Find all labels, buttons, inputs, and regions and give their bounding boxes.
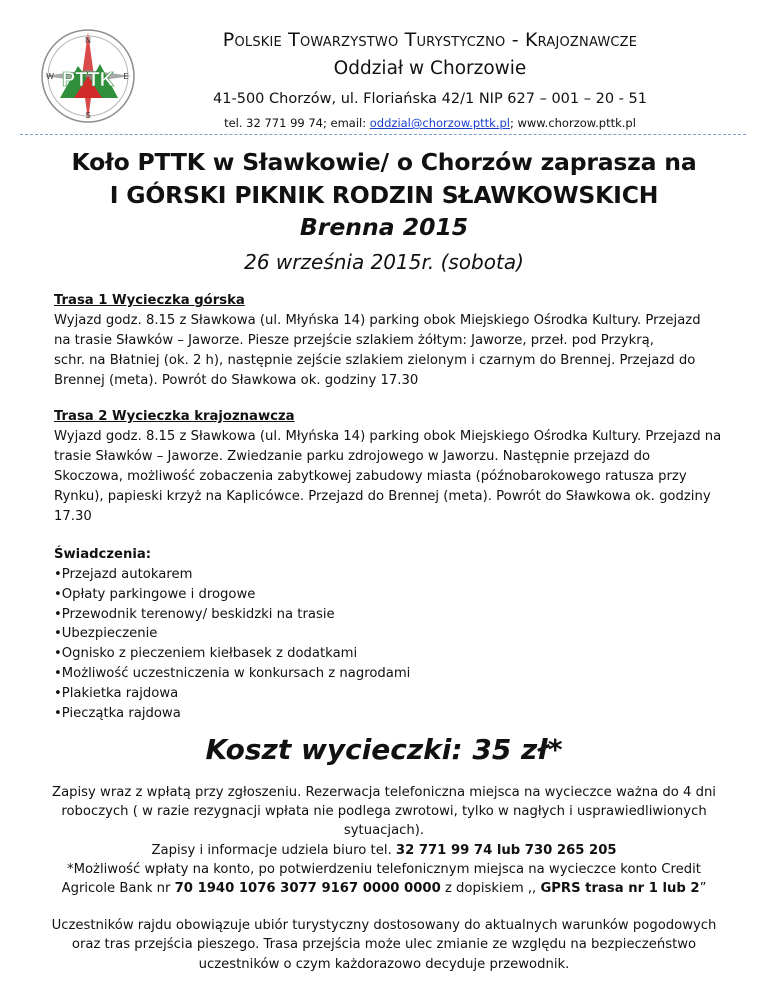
footer-p4-line-1: Uczestników rajdu obowiązuje ubiór turystyczny dostosowany do aktualnych warunków pogodowych: [51, 918, 717, 934]
compass-e: E: [123, 72, 129, 81]
footer-p1-line-2: roboczych ( w razie rezygnacji wpłata nie podlega zwrotowi, tylko w nagłych i usprawiedliwionych: [61, 804, 707, 820]
list-item: •Ognisko z pieczeniem kiełbasek z dodatkami: [54, 646, 358, 662]
title-line-2: I GÓRSKI PIKNIK RODZIN SŁAWKOWSKICH: [109, 181, 659, 209]
contact-suffix: ; www.chorzow.pttk.pl: [509, 116, 636, 130]
address: 41-500 Chorzów, ul. Floriańska 42/1 NIP 627 – 001 – 20 - 51: [213, 91, 647, 107]
pttk-logo: [38, 26, 138, 126]
route-2: [54, 407, 746, 527]
title-block: [0, 146, 768, 276]
route-1: [54, 291, 746, 391]
footer-p3-suffix: ”: [699, 881, 707, 897]
header-divider: [20, 134, 746, 135]
footer-p3-line-1: *Możliwość wpłaty na konto, po potwierdzeniu telefonicznym miejsca na wycieczce konto Credit: [67, 861, 701, 877]
footer-phones: 32 771 99 74 lub 730 265 205: [395, 842, 617, 858]
route-1-title: Trasa 1 Wycieczka górska: [54, 293, 245, 308]
list-item: •Przewodnik terenowy/ beskidzki na trasie: [54, 606, 335, 622]
route-2-line-2: trasie Sławków – Jaworze. Zwiedzanie parku zdrojowego w Jaworzu. Następnie przejazd do: [54, 449, 651, 464]
footer-p4-line-3: uczestników o czym każdorazowo decyduje przewodnik.: [198, 956, 570, 972]
contact-line: [150, 114, 710, 132]
route-1-line-2: na trasie Sławków – Jaworze. Piesze przejście szlakiem żółtym: Jaworze, przeł. pod Przykrą,: [54, 333, 654, 348]
trip-price: Koszt wycieczki: 35 zł*: [205, 733, 563, 766]
org-header: [150, 28, 710, 132]
footer-p3-mid: z dopiskiem ,,: [440, 881, 541, 897]
route-1-line-1: Wyjazd godz. 8.15 z Sławkowa (ul. Młyńska 14) parking obok Miejskiego Ośrodka Kultury. Przejazd: [54, 313, 701, 328]
footer-p1-line-1: Zapisy wraz z wpłatą przy zgłoszeniu. Rezerwacja telefoniczna miejsca na wycieczce ważna do 4 dni: [52, 785, 716, 800]
list-item: •Opłaty parkingowe i drogowe: [54, 586, 256, 602]
route-2-line-1: Wyjazd godz. 8.15 z Sławkowa (ul. Młyńska 14) parking obok Miejskiego Ośrodka Kultury. Przejazd na: [54, 429, 722, 444]
benefits-list: [54, 565, 746, 723]
footer-p1-line-3: sytuacjach).: [343, 823, 425, 839]
title-line-3: Brenna 2015: [299, 213, 469, 241]
bank-account: 70 1940 1076 3077 9167 0000 0000: [174, 881, 441, 897]
route-2-line-3: Skoczowa, możliwość zobaczenia zabytkowej zabudowy miasta (późnobarokowego ratusza przy: [54, 469, 687, 484]
compass-n: N: [85, 36, 91, 45]
list-item: •Ubezpieczenie: [54, 626, 158, 642]
spacer: [22, 898, 746, 916]
contact-prefix: tel. 32 771 99 74; email:: [224, 116, 370, 130]
list-item: •Możliwość uczestniczenia w konkursach z nagrodami: [54, 665, 411, 681]
list-item: •Plakietka rajdowa: [54, 685, 179, 701]
event-date: 26 września 2015r. (sobota): [244, 250, 524, 274]
logo-text: PTTK: [61, 69, 115, 91]
benefits: [54, 545, 746, 723]
org-name: Polskie Towarzystwo Turystyczno - Krajoznawcze: [222, 29, 638, 51]
footer-p3-line-2: [22, 879, 746, 898]
route-2-title: Trasa 2 Wycieczka krajoznawcza: [54, 409, 295, 424]
list-item: •Przejazd autokarem: [54, 567, 193, 582]
route-2-line-4: Rynku), papieski krzyż na Kaplicówce. Przejazd do Brennej (meta). Powrót do Sławkowa ok. godziny: [54, 489, 711, 504]
footer-info: [22, 783, 746, 974]
route-1-line-3: schr. na Błatniej (ok. 2 h), następnie zejście szlakiem zielonym i czarnym do Brennej. Przejazd do: [54, 353, 696, 368]
footer-p2-prefix: Zapisy i informacje udziela biuro tel.: [151, 842, 396, 858]
route-1-line-4: Brennej (meta). Powrót do Sławkowa ok. godziny 17.30: [54, 373, 419, 388]
list-item: •Pieczątka rajdowa: [54, 705, 181, 721]
gprs-note: GPRS trasa nr 1 lub 2: [540, 881, 700, 897]
branch-name: Oddział w Chorzowie: [333, 58, 527, 79]
benefits-title: Świadczenia:: [54, 547, 152, 562]
footer-p3-prefix: Agricole Bank nr: [61, 881, 175, 897]
compass-w: W: [46, 72, 54, 81]
footer-p4-line-2: oraz tras przejścia pieszego. Trasa przejścia może ulec zmianie ze względu na bezpieczeństwo: [71, 937, 697, 953]
compass-s: S: [85, 111, 91, 120]
main-content: [54, 291, 746, 739]
footer-p2: [22, 841, 746, 860]
title-line-1: Koło PTTK w Sławkowie/ o Chorzów zaprasza na: [71, 148, 697, 176]
email-link[interactable]: oddzial@chorzow.pttk.pl: [369, 116, 510, 130]
route-2-line-5: 17.30: [54, 509, 92, 524]
compass-logo-icon: [38, 26, 138, 126]
